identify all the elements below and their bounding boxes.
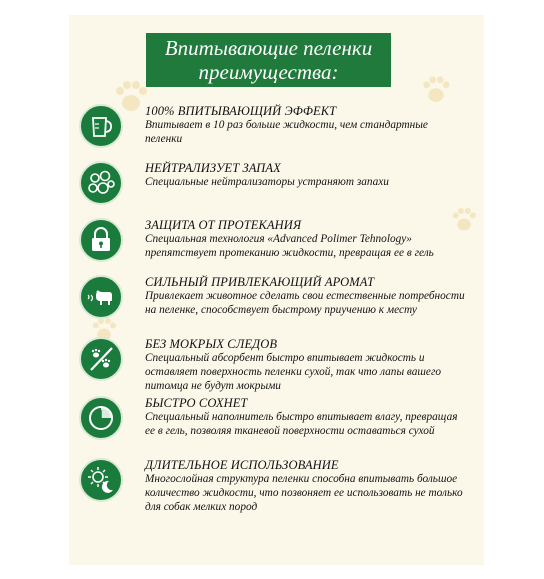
feature-title: БЫСТРО СОХНЕТ (145, 396, 248, 410)
day-night-icon (79, 458, 123, 502)
feature-text: Специальный абсорбент быстро впитывает жидкость и оставляет поверхность пеленки сухой, так что лапы вашего питомца не будут мокрыми (145, 352, 442, 392)
header-line-2: преимущества: (198, 60, 339, 84)
feature-title: 100% ВПИТЫВАЮЩИЙ ЭФФЕКТ (145, 104, 337, 118)
lock-icon (79, 218, 123, 262)
feature-title: СИЛЬНЫЙ ПРИВЛЕКАЮЩИЙ АРОМАТ (145, 275, 375, 289)
cup-icon (79, 104, 123, 148)
clock-icon (79, 396, 123, 440)
feature-title: БЕЗ МОКРЫХ СЛЕДОВ (145, 337, 278, 351)
feature-title: ЗАЩИТА ОТ ПРОТЕКАНИЯ (145, 218, 302, 232)
paw-print-decoration (449, 205, 479, 235)
feature-text: Специальные нейтрализаторы устраняют запахи (145, 176, 389, 188)
feature-title: НЕЙТРАЛИЗУЕТ ЗАПАХ (145, 161, 281, 175)
feature-text: Специальная технология «Advanced Polimer Tehnology» препятствует протеканию жидкости, превращая ее в гель (145, 233, 434, 259)
header-banner (146, 33, 391, 87)
header-line-1: Впитывающие пеленки (164, 36, 373, 60)
dog-sniffing-icon (79, 275, 123, 319)
paw-print-decoration (419, 73, 453, 107)
odor-cloud-icon (79, 161, 123, 205)
feature-text: Специальный наполнитель быстро впитывает влагу, превращая ее в гель, позволяя тканевой поверхности оставаться сухой (145, 411, 458, 437)
feature-title: ДЛИТЕЛЬНОЕ ИСПОЛЬЗОВАНИЕ (145, 458, 339, 472)
feature-text: Многослойная структура пеленки способна впитывать большое количество жидкости, что позвоняет ее использовать не только для собак мелких пород (145, 473, 463, 513)
feature-text: Привлекает животное сделать свои естественные потребности на пеленке, способствует быстрому приучению к месту (145, 290, 465, 316)
feature-text: Впитывает в 10 раз больше жидкости, чем стандартные пеленки (145, 119, 428, 145)
no-paw-prints-icon (79, 337, 123, 381)
